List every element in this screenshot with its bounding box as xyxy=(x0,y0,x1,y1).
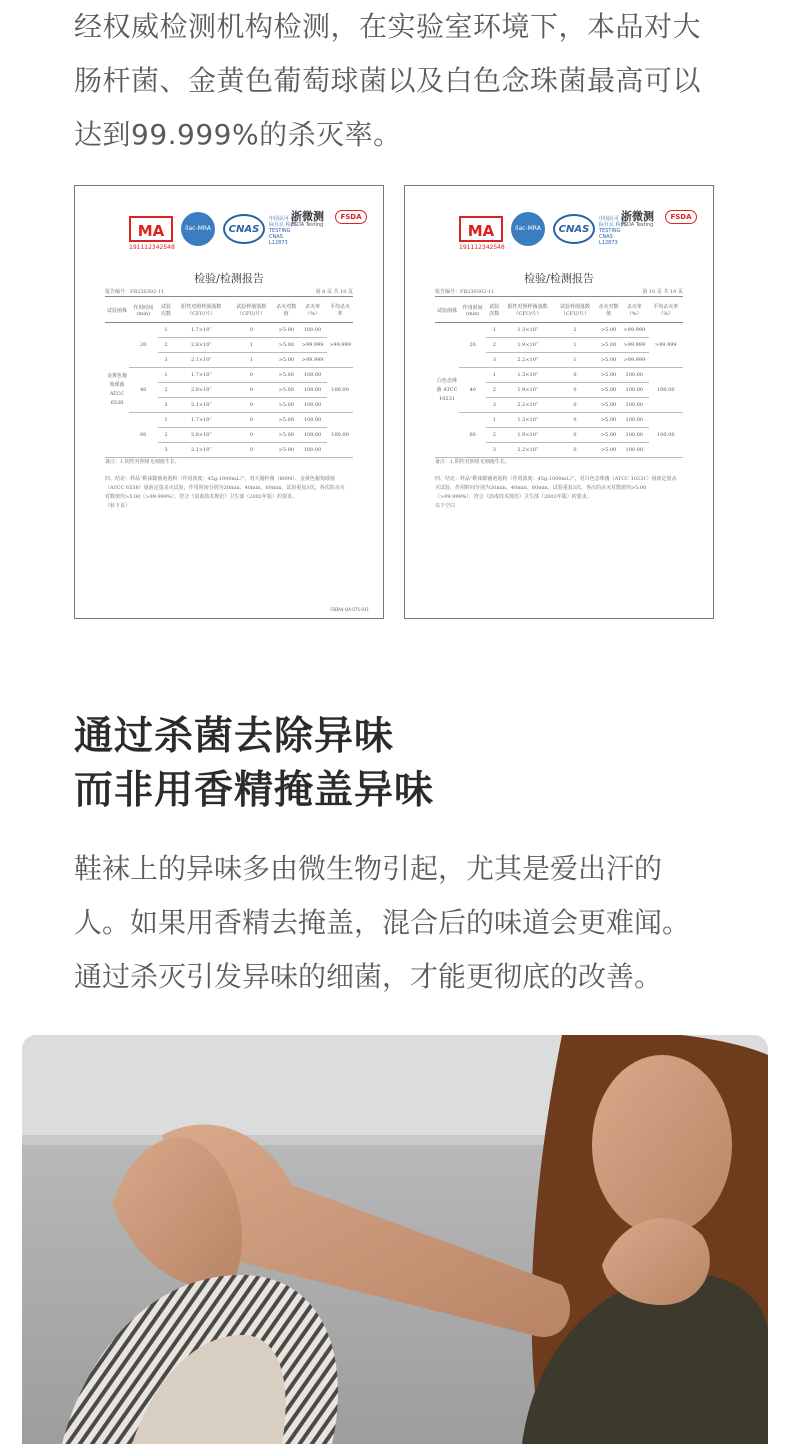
intro-line: 经权威检测机构检测，在实验室环境下，本品对大 xyxy=(74,10,702,43)
cma-logo: MA xyxy=(459,216,503,242)
time-cell: 20 xyxy=(129,323,158,368)
fsda-name: 浙微测 xyxy=(621,210,654,223)
value-cell: 0 xyxy=(553,383,597,398)
value-cell: 1 xyxy=(158,323,175,338)
value-cell: >5.00 xyxy=(274,428,298,443)
time-cell: 40 xyxy=(129,368,158,413)
table-header-cell: 试验菌株 xyxy=(105,298,129,323)
value-cell: >5.00 xyxy=(597,323,620,338)
value-cell: 2.1×10⁷ xyxy=(174,353,228,368)
value-cell: >5.00 xyxy=(597,443,620,458)
table-row xyxy=(435,323,683,338)
value-cell: >5.00 xyxy=(597,368,620,383)
value-cell: 100.00 xyxy=(620,383,648,398)
test-reports xyxy=(74,185,716,621)
value-cell: 0 xyxy=(553,428,597,443)
fsda-logo: FSDA xyxy=(665,210,697,224)
value-cell: >5.00 xyxy=(274,443,298,458)
report-number: 报告编号：FB230302-11 xyxy=(105,289,165,295)
cnas-caption: 中国认可 国际互认 检测 TESTING CNAS L12873 xyxy=(269,216,296,246)
time-cell: 40 xyxy=(459,368,486,413)
value-cell: 1 xyxy=(228,353,274,368)
value-cell: 2.2×10⁷ xyxy=(502,398,553,413)
table-header-cell: 杀灭对数值 xyxy=(274,298,298,323)
value-cell: 2.1×10⁷ xyxy=(174,443,228,458)
value-cell: 100.00 xyxy=(298,398,327,413)
table-header-cell: 作用时间(min) xyxy=(129,298,158,323)
report-continued: （转下页） xyxy=(105,503,131,509)
value-cell: 1.9×10⁷ xyxy=(502,428,553,443)
table-header-cell: 平均杀灭率（%） xyxy=(649,298,683,323)
value-cell: 100.00 xyxy=(298,428,327,443)
photo-illustration xyxy=(22,1035,768,1444)
table-header-cell: 试验菌株 xyxy=(435,298,459,323)
table-row xyxy=(105,323,353,338)
report-continued: 以下空白 xyxy=(435,503,456,509)
value-cell: 2.2×10⁷ xyxy=(502,353,553,368)
value-cell: 1 xyxy=(158,368,175,383)
average-cell: 100.00 xyxy=(327,368,353,413)
report-title: 检验/检测报告 xyxy=(524,272,594,285)
value-cell: 100.00 xyxy=(298,443,327,458)
value-cell: >99.999 xyxy=(298,338,327,353)
cnas-logo: CNAS xyxy=(223,214,265,244)
value-cell: 3 xyxy=(486,398,502,413)
woman-holding-shoe-photo xyxy=(22,1035,768,1444)
table-header-cell: 试验样菌落数（CFU/片） xyxy=(553,298,597,323)
report-note: 备注：1.阴性对照组无细菌生长。 xyxy=(105,459,180,465)
value-cell: 100.00 xyxy=(620,398,648,413)
time-cell: 60 xyxy=(129,413,158,458)
value-cell: 1.7×10⁷ xyxy=(174,413,228,428)
report-meta xyxy=(435,288,683,297)
value-cell: 2 xyxy=(553,323,597,338)
table-header-cell: 阳性对照样菌落数（CFU/片） xyxy=(502,298,553,323)
value-cell: 1 xyxy=(553,338,597,353)
report-title: 检验/检测报告 xyxy=(194,272,264,285)
heading-line-1: 通过杀菌去除异味 xyxy=(74,714,395,759)
value-cell: 1.3×10⁷ xyxy=(502,368,553,383)
value-cell: >5.00 xyxy=(597,398,620,413)
results-table xyxy=(435,298,683,458)
time-cell: 60 xyxy=(459,413,486,458)
value-cell: 100.00 xyxy=(298,413,327,428)
report-notes xyxy=(105,458,347,511)
value-cell: 2 xyxy=(158,383,175,398)
table-header-cell: 阳性对照样菌落数（CFU/片） xyxy=(174,298,228,323)
value-cell: 2.8×10⁷ xyxy=(174,428,228,443)
value-cell: >5.00 xyxy=(597,353,620,368)
desc-line: 通过杀灭引发异味的细菌，才能更彻底的改善。 xyxy=(74,960,663,993)
table-header-cell: 杀灭率（%） xyxy=(298,298,327,323)
table-header-cell: 杀灭率（%） xyxy=(620,298,648,323)
heading-line-2: 而非用香精掩盖异味 xyxy=(74,768,435,813)
certification-logos xyxy=(129,206,369,256)
value-cell: >5.00 xyxy=(274,398,298,413)
value-cell: 3 xyxy=(158,353,175,368)
value-cell: >5.00 xyxy=(274,368,298,383)
section-description xyxy=(74,842,734,1004)
value-cell: >5.00 xyxy=(597,428,620,443)
value-cell: 0 xyxy=(553,413,597,428)
value-cell: 1.3×10⁷ xyxy=(502,413,553,428)
value-cell: 0 xyxy=(228,383,274,398)
value-cell: 0 xyxy=(228,398,274,413)
table-header-row xyxy=(105,298,353,323)
table-header-cell: 试验次数 xyxy=(158,298,175,323)
value-cell: >5.00 xyxy=(597,413,620,428)
table-header-cell: 试验次数 xyxy=(486,298,502,323)
value-cell: 0 xyxy=(228,413,274,428)
value-cell: 1 xyxy=(486,413,502,428)
value-cell: 1.7×10⁷ xyxy=(174,323,228,338)
section-heading xyxy=(74,710,434,818)
value-cell: >5.00 xyxy=(274,338,298,353)
value-cell: 2 xyxy=(486,428,502,443)
test-report-2 xyxy=(404,185,714,619)
report-meta xyxy=(105,288,353,297)
ilac-mra-logo: ilac-MRA xyxy=(511,212,545,246)
average-cell: 100.00 xyxy=(649,413,683,458)
value-cell: 2.1×10⁷ xyxy=(174,398,228,413)
strain-cell: 白色念珠菌 ATCC 10231 xyxy=(435,323,459,458)
value-cell: 0 xyxy=(553,443,597,458)
value-cell: 2 xyxy=(486,338,502,353)
value-cell: 2.8×10⁷ xyxy=(174,383,228,398)
value-cell: >99.999 xyxy=(620,353,648,368)
value-cell: 1 xyxy=(158,413,175,428)
report-footer-code: FSDA4-QA-075-031 xyxy=(330,607,369,612)
value-cell: 100.00 xyxy=(620,443,648,458)
table-row xyxy=(105,413,353,428)
value-cell: 100.00 xyxy=(620,413,648,428)
value-cell: 2 xyxy=(158,338,175,353)
report-conclusion: 四、结论：样品“鞋袜除菌泡泡粉（作用浓度：45g:1000mL）”，对白色念珠菌（ATCC 10231）悬液定量杀灭试验，作用时间分别为20min、40min、60min，试验重复3次，各次的杀灭对数值均>5.00（>99.999%），符合《消毒技术规范》卫生部（2002年版）的要求。 xyxy=(435,476,677,500)
value-cell: 0 xyxy=(553,398,597,413)
value-cell: 0 xyxy=(228,428,274,443)
value-cell: >5.00 xyxy=(274,383,298,398)
value-cell: 2.8×10⁷ xyxy=(174,338,228,353)
value-cell: 1.9×10⁷ xyxy=(502,338,553,353)
report-number: 报告编号：FB230302-11 xyxy=(435,289,495,295)
results-table xyxy=(105,298,353,458)
value-cell: 100.00 xyxy=(620,428,648,443)
table-header-cell: 平均杀灭率 xyxy=(327,298,353,323)
fsda-logo: FSDA xyxy=(335,210,367,224)
table-row xyxy=(435,368,683,383)
value-cell: >99.999 xyxy=(298,353,327,368)
value-cell: 1 xyxy=(553,353,597,368)
value-cell: 0 xyxy=(228,443,274,458)
value-cell: 100.00 xyxy=(298,383,327,398)
value-cell: 100.00 xyxy=(620,368,648,383)
cnas-logo: CNAS xyxy=(553,214,595,244)
value-cell: >5.00 xyxy=(274,413,298,428)
value-cell: 1 xyxy=(486,323,502,338)
report-page: 第 8 页 共 10 页 xyxy=(315,289,353,295)
desc-line: 鞋袜上的异味多由微生物引起，尤其是爱出汗的 xyxy=(74,852,663,885)
fsda-name: 浙微测 xyxy=(291,210,324,223)
value-cell: 1.7×10⁷ xyxy=(174,368,228,383)
fsda-subtitle: FSDA Testing xyxy=(291,222,324,228)
report-page: 第 10 页 共 10 页 xyxy=(642,289,683,295)
table-row xyxy=(435,413,683,428)
intro-line: 达到99.999%的杀灭率。 xyxy=(74,118,402,151)
value-cell: 2.2×10⁷ xyxy=(502,443,553,458)
table-header-cell: 试验样菌落数（CFU/片） xyxy=(228,298,274,323)
value-cell: 1.3×10⁷ xyxy=(502,323,553,338)
value-cell: >5.00 xyxy=(597,338,620,353)
value-cell: 100.00 xyxy=(298,323,327,338)
value-cell: 3 xyxy=(158,443,175,458)
average-cell: 100.00 xyxy=(327,413,353,458)
table-header-cell: 作用时间(min) xyxy=(459,298,486,323)
value-cell: 0 xyxy=(228,368,274,383)
test-report-1 xyxy=(74,185,384,619)
value-cell: >99.999 xyxy=(620,323,648,338)
value-cell: 3 xyxy=(158,398,175,413)
average-cell: >99.999 xyxy=(327,323,353,368)
average-cell: >99.999 xyxy=(649,323,683,368)
value-cell: 0 xyxy=(553,368,597,383)
value-cell: 1 xyxy=(228,338,274,353)
value-cell: 3 xyxy=(486,353,502,368)
strain-cell: 金黄色葡萄球菌 ATCC 6538 xyxy=(105,323,129,458)
value-cell: 1.9×10⁷ xyxy=(502,383,553,398)
table-header-row xyxy=(435,298,683,323)
value-cell: 1 xyxy=(486,368,502,383)
cma-number: 191112342548 xyxy=(459,244,505,251)
value-cell: 100.00 xyxy=(298,368,327,383)
value-cell: >5.00 xyxy=(274,353,298,368)
report-note: 备注：1.阴性对照组无细菌生长。 xyxy=(435,459,510,465)
table-row xyxy=(105,368,353,383)
certification-logos xyxy=(459,206,699,256)
table-header-cell: 杀灭对数值 xyxy=(597,298,620,323)
value-cell: 0 xyxy=(228,323,274,338)
cma-logo: MA xyxy=(129,216,173,242)
ilac-mra-logo: ilac-MRA xyxy=(181,212,215,246)
value-cell: >5.00 xyxy=(597,383,620,398)
intro-line: 肠杆菌、金黄色葡萄球菌以及白色念珠菌最高可以 xyxy=(74,64,702,97)
report-notes xyxy=(435,458,677,511)
intro-paragraph xyxy=(74,0,724,162)
value-cell: 3 xyxy=(486,443,502,458)
value-cell: >5.00 xyxy=(274,323,298,338)
average-cell: 100.00 xyxy=(649,368,683,413)
cnas-caption: 中国认可 国际互认 检测 TESTING CNAS L12873 xyxy=(599,216,626,246)
time-cell: 20 xyxy=(459,323,486,368)
desc-line: 人。如果用香精去掩盖，混合后的味道会更难闻。 xyxy=(74,906,691,939)
cma-number: 191112342548 xyxy=(129,244,175,251)
value-cell: >99.999 xyxy=(620,338,648,353)
report-conclusion: 四、结论：样品“鞋袜除菌泡泡粉（作用浓度：45g:1000mL）”，对大肠杆菌（8099）、金黄色葡萄球菌（ATCC 6538）悬液定量杀灭试验，作用时间分别为20min、40min、60min，试验重复3次，各次的杀灭对数值均>5.00（>99.999%），符合《消毒技术规范》卫生部（2002年版）的要求。 xyxy=(105,476,345,500)
value-cell: 2 xyxy=(158,428,175,443)
fsda-subtitle: FSDA Testing xyxy=(621,222,654,228)
value-cell: 2 xyxy=(486,383,502,398)
